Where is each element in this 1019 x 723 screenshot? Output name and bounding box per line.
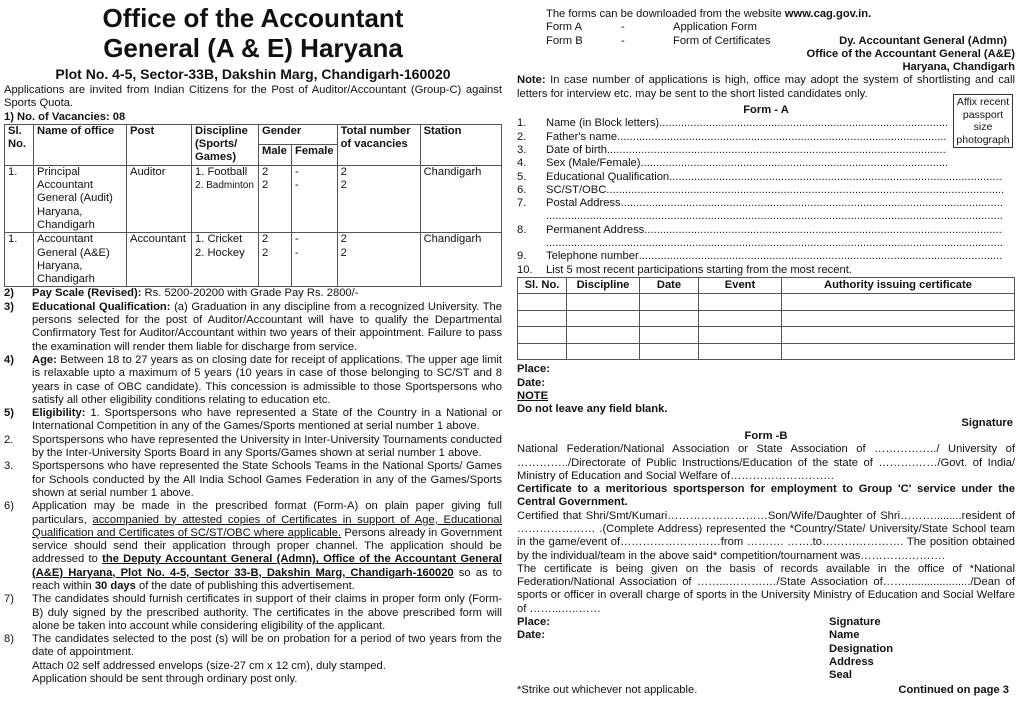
male-2: 2 (262, 246, 269, 259)
field-number: 9. (517, 250, 527, 263)
table-row (5, 233, 502, 287)
col-gender: Gender (259, 124, 338, 144)
form-a-fields (517, 117, 1015, 170)
cell[interactable] (699, 327, 782, 344)
cell[interactable] (640, 327, 699, 344)
signature-block (517, 616, 1015, 682)
item-heading: Educational Qualification: (32, 300, 171, 313)
table-header-row (518, 277, 1015, 294)
field-blank (659, 117, 947, 130)
sig-address: Address (829, 655, 874, 668)
photo-box: Affix recent passport size photograph (953, 94, 1013, 148)
female-1: - (295, 233, 299, 246)
signature-label: Signature (961, 416, 1013, 429)
table-row (518, 294, 1015, 311)
cell[interactable] (699, 310, 782, 327)
row-male (259, 233, 292, 287)
table-row (518, 327, 1015, 344)
form-a-label: Form A (546, 21, 583, 34)
field-blank (546, 237, 1003, 250)
table-row (518, 310, 1015, 327)
discipline-2: 2. Badminton (195, 180, 254, 192)
discipline-2: 2. Hockey (195, 246, 245, 259)
item-number: 6) (4, 500, 14, 513)
cell[interactable] (567, 310, 640, 327)
table-row (518, 343, 1015, 360)
field-qualification (517, 171, 1003, 184)
col-sl: Sl. No. (5, 124, 34, 165)
place-label: Place: (517, 363, 550, 376)
attachments-note: accompanied by attested copies of Certificates in support of Age, Educational Qualification and Certificates of SC/ST/OBC where applicable. (32, 513, 502, 539)
form-b-basis: The certificate is being given on the basis of records available in the office of *National Federation/National Association of ……...……….…/State Association of……...................../Dean of sports or officer in overall charge of sports in the University Ministry of Education and Social Welfare of ……...…..…… (517, 562, 1015, 615)
field-label: Sex (Male/Female) (546, 157, 641, 170)
field-blank (546, 210, 1003, 223)
cell[interactable] (640, 343, 699, 360)
eligibility-2 (4, 434, 502, 461)
vacancies-count: 1) No. of Vacancies: 08 (4, 110, 126, 123)
item-body-3: so as to reach within (32, 566, 502, 592)
row-station: Chandigarh (420, 165, 501, 232)
row-post: Auditor (127, 165, 192, 232)
discipline-1: 1. Cricket (195, 233, 243, 246)
field-number: 10. (517, 263, 533, 276)
col-post: Post (127, 124, 192, 165)
date-label: Date: (517, 376, 545, 389)
cell[interactable] (782, 294, 1015, 311)
item-body: Application may be made in the prescribed format (Form-A) on plain paper giving full particulars, (32, 500, 502, 526)
male-1: 2 (262, 233, 269, 246)
signatory-city: Haryana, Chandigarh (902, 61, 1015, 74)
item-number: 8) (4, 633, 14, 646)
eligibility-3 (4, 460, 502, 500)
field-number (517, 210, 546, 223)
note-heading: NOTE (517, 390, 549, 403)
office-address: Plot No. 4-5, Sector-33B, Dakshin Marg, Chandigarh-160020 (55, 66, 451, 82)
row-total (337, 165, 420, 232)
form-a-title: Form - A (743, 104, 789, 117)
row-sl: 1. (5, 165, 34, 232)
discipline-1: 1. Football (195, 165, 248, 178)
sig-name: Name (829, 629, 860, 642)
field-blank (617, 131, 947, 144)
form-b-dash: - (621, 34, 625, 47)
field-participations (517, 264, 1015, 277)
deadline-days: 30 days (94, 579, 136, 592)
female-2: - (295, 179, 299, 192)
col-event: Event (699, 277, 782, 294)
male-1: 2 (262, 165, 269, 178)
item-text (32, 500, 502, 593)
intro-text: Applications are invited from Indian Citizens for the Post of Auditor/Accountant (Group-C) against Sports Quota. (4, 84, 502, 110)
row-discipline (192, 165, 259, 232)
field-permanent-cont (517, 237, 1003, 250)
download-text: The forms can be downloaded from the website (546, 8, 785, 20)
col-date: Date (640, 277, 699, 294)
row-female (292, 165, 338, 232)
note-text: In case number of applications is high, office may adopt the system of shortlisting and call letters for interview etc. may be sent to the short listed candidates only. (517, 74, 1015, 100)
field-postal (517, 197, 1003, 210)
cell[interactable] (567, 343, 640, 360)
page-title (4, 3, 502, 63)
item-education (4, 301, 502, 354)
field-phone (517, 250, 1003, 263)
sig-date: Date: (517, 629, 545, 642)
signatory-office: Office of the Accountant General (A&E) (806, 47, 1015, 60)
table-row (5, 165, 502, 232)
field-blank (639, 250, 1003, 263)
item-number: 3. (4, 460, 14, 473)
sig-place: Place: (517, 616, 550, 629)
field-number: 2. (517, 130, 527, 143)
total-1: 2 (340, 233, 347, 246)
field-blank (669, 171, 1003, 184)
mailing-address: the Deputy Accountant General (Admn), Office of the Accountant General (A&E) Haryana, Plot No. 4-5, Sector 33-B, Dakshin Marg, Chandigarh-160020 (32, 553, 503, 579)
field-number: 6. (517, 183, 527, 196)
post-note: Application should be sent through ordinary post only. (32, 673, 298, 686)
field-label: Name (in Block letters) (546, 117, 660, 130)
item-probation (4, 633, 502, 686)
item-body-4: of the date of publishing this advertisement. (135, 579, 355, 592)
item-number: 5) (4, 407, 14, 420)
item-body: Sportspersons who have represented the State Schools Teams in the National Sports/ Games for Schools conducted by the All India School Games Federation in any of the Games/Sports shown at serial number 1 above. (32, 460, 502, 499)
field-blank (607, 144, 947, 157)
signatory-title: Dy. Accountant General (Admn) (839, 34, 1007, 47)
item-eligibility (4, 407, 502, 434)
cell[interactable] (640, 310, 699, 327)
footer (517, 684, 1015, 697)
item-heading: Eligibility: (32, 407, 86, 420)
field-dob (517, 144, 947, 157)
form-b-label: Form B (546, 34, 583, 47)
row-discipline (192, 233, 259, 287)
item-text (32, 287, 502, 300)
title-line-1: Office of the Accountant (102, 3, 404, 33)
col-authority: Authority issuing certificate (782, 277, 1015, 294)
item-body: Rs. 5200-20200 with Grade Pay Rs. 2800/- (141, 287, 359, 300)
item-heading: Age: (32, 353, 57, 366)
item-number: 2) (4, 287, 14, 300)
row-male (259, 165, 292, 232)
download-note (517, 8, 1015, 21)
field-blank (641, 157, 948, 170)
male-2: 2 (262, 179, 269, 192)
row-office: Principal Accountant General (Audit) Haryana, Chandigarh (34, 165, 127, 232)
row-female (292, 233, 338, 287)
field-label: Father's name (546, 130, 618, 143)
cell[interactable] (699, 294, 782, 311)
form-a-fields-2 (517, 171, 1015, 264)
cell[interactable] (782, 343, 1015, 360)
item-text (32, 407, 502, 434)
item-body: (a) Graduation in any discipline from a recognized University. The persons selected for the post of Auditor/Accountant will have to qualify the Departmental Confirmatory Test for Auditor/Accountant within two years of their appointment. Failure to pass the examination will render them liable for discharge from service. (32, 300, 502, 353)
field-number (517, 237, 546, 250)
form-b-certified: Certified that Shri/Smt/Kumari………………………Son/Wife/Daughter of Shri……….........resident of ………………… .(Complete Address) represented the *Country/State/ University/State School team in the game/event of………………………from ………. …….to…………………. The position obtained by the individual/team in the above said* competition/tournament was………….………. (517, 509, 1015, 562)
cell[interactable] (518, 310, 567, 327)
female-2: - (295, 246, 299, 259)
note-label: Note: (517, 74, 546, 87)
cell[interactable] (640, 294, 699, 311)
field-permanent (517, 224, 1003, 237)
form-a-line (517, 21, 1015, 34)
participation-table (517, 277, 1015, 361)
strike-note: *Strike out whichever not applicable. (517, 683, 698, 696)
cell[interactable] (782, 310, 1015, 327)
col-male: Male (259, 145, 292, 165)
female-1: - (295, 165, 299, 178)
item-body: Between 18 to 27 years as on closing date for receipt of applications. The upper age limit is relaxable upto a maximum of 5 years (10 years in case of those belonging to SC/ST and 8 years in case of OBC candidate). This concession is admissible to those Sportspersons who satisfy all other eligibility conditions relating to education etc. (32, 353, 502, 406)
item-body: 1. Sportspersons who have represented a State of the Country in a National or International Competition in any of the Games/Sports mentioned at serial number 1 above. (32, 407, 502, 433)
field-label: Date of birth (546, 143, 607, 156)
cell[interactable] (518, 343, 567, 360)
title-line-2: General (A & E) Haryana (103, 33, 403, 63)
table-header-row (5, 124, 502, 144)
field-category (517, 184, 1003, 197)
item-text (32, 633, 502, 686)
cell[interactable] (567, 294, 640, 311)
total-2: 2 (340, 179, 347, 192)
website-link[interactable]: www.cag.gov.in. (784, 8, 872, 20)
field-label: List 5 most recent participations starting from the most recent. (546, 263, 852, 276)
envelope-note: Attach 02 self addressed envelops (size-27 cm x 12 cm), duly stamped. (32, 659, 386, 672)
col-office: Name of office (34, 124, 127, 165)
item-number: 7) (4, 593, 14, 606)
form-b-title: Form -B (744, 429, 788, 442)
cell[interactable] (567, 327, 640, 344)
cell[interactable] (518, 294, 567, 311)
col-female: Female (292, 145, 338, 165)
field-postal-cont (517, 210, 1003, 223)
field-number: 1. (517, 117, 527, 130)
no-blank-note: Do not leave any field blank. (517, 403, 668, 416)
field-label: Telephone number (546, 250, 639, 263)
total-1: 2 (340, 165, 347, 178)
sig-left (517, 616, 829, 682)
form-a-dash: - (621, 21, 625, 34)
col-discipline: Discipline (567, 277, 640, 294)
item-body-2: Persons already in Government service should send their application through proper channel. The application should be addressed to (32, 526, 502, 566)
item-application (4, 500, 502, 593)
field-blank (606, 184, 1003, 197)
field-blank (621, 197, 1003, 210)
sig-designation: Designation (829, 642, 894, 655)
field-number: 7. (517, 197, 527, 210)
item-number: 3) (4, 300, 14, 313)
col-station: Station (420, 124, 501, 165)
col-sl: Sl. No. (518, 277, 567, 294)
field-label: SC/ST/OBC (546, 183, 607, 196)
field-blank (644, 224, 1003, 237)
note-block (517, 74, 1015, 101)
form-b-heading: Certificate to a meritorious sportsperson for employment to Group 'C' service under the Central Government. (517, 483, 1015, 509)
right-column (517, 0, 1015, 697)
field-label: Postal Address (546, 197, 621, 210)
col-total: Total number of vacancies (337, 124, 420, 165)
item-text (32, 301, 502, 354)
form-a-desc: Application Form (673, 21, 757, 34)
col-discipline: Discipline (Sports/ Games) (192, 124, 259, 165)
field-father (517, 131, 947, 144)
item-age (4, 354, 502, 407)
row-total (337, 233, 420, 287)
continued-note: Continued on page 3 (898, 683, 1009, 696)
item-pay-scale (4, 287, 502, 300)
field-name (517, 117, 947, 130)
field-number: 5. (517, 170, 527, 183)
item-body: Sportspersons who have represented the University in Inter-University Tournaments conducted by the Inter-University Sports Board in any Sports/Games shown at serial number 1 above. (32, 433, 502, 460)
sig-right (829, 616, 893, 682)
item-heading: Pay Scale (Revised): (32, 287, 142, 300)
form-b-line (517, 35, 1015, 48)
field-sex (517, 157, 947, 170)
item-number: 4) (4, 353, 14, 366)
sig-signature: Signature (829, 616, 881, 629)
field-number: 8. (517, 223, 527, 236)
row-office: Accountant General (A&E) Haryana, Chandigarh (34, 233, 127, 287)
sig-seal: Seal (829, 669, 853, 682)
row-post: Accountant (127, 233, 192, 287)
item-body: The candidates should furnish certificates in support of their claims in proper form only (Form-B) duly signed by the prescribed authority. The certificates in the above prescribed form will alone be taken into account while considering eligibility of the applicant. (32, 593, 502, 632)
row-station: Chandigarh (420, 233, 501, 287)
item-number: 2. (4, 433, 14, 446)
cell[interactable] (782, 327, 1015, 344)
row-sl: 1. (5, 233, 34, 287)
field-label: Educational Qualification (546, 170, 670, 183)
field-number: 3. (517, 143, 527, 156)
form-b-issuer: National Federation/National Association or State Association of ……………../ University of …………../Directorate of Public Instructions/Education of the state of ……….……/Govt. of India/ Ministry of Education and Social Welfare of………………………. (517, 443, 1015, 482)
cell[interactable] (518, 327, 567, 344)
item-certificates (4, 593, 502, 633)
vacancy-table (4, 124, 502, 288)
field-label: Permanent Address (546, 223, 645, 236)
item-text (32, 354, 502, 407)
form-b-desc: Form of Certificates (673, 34, 771, 47)
item-body: The candidates selected to the post (s) will be on probation for a period of two years from the date of appointment. (32, 633, 502, 659)
left-column (4, 0, 502, 686)
field-number: 4. (517, 157, 527, 170)
cell[interactable] (699, 343, 782, 360)
total-2: 2 (340, 246, 347, 259)
